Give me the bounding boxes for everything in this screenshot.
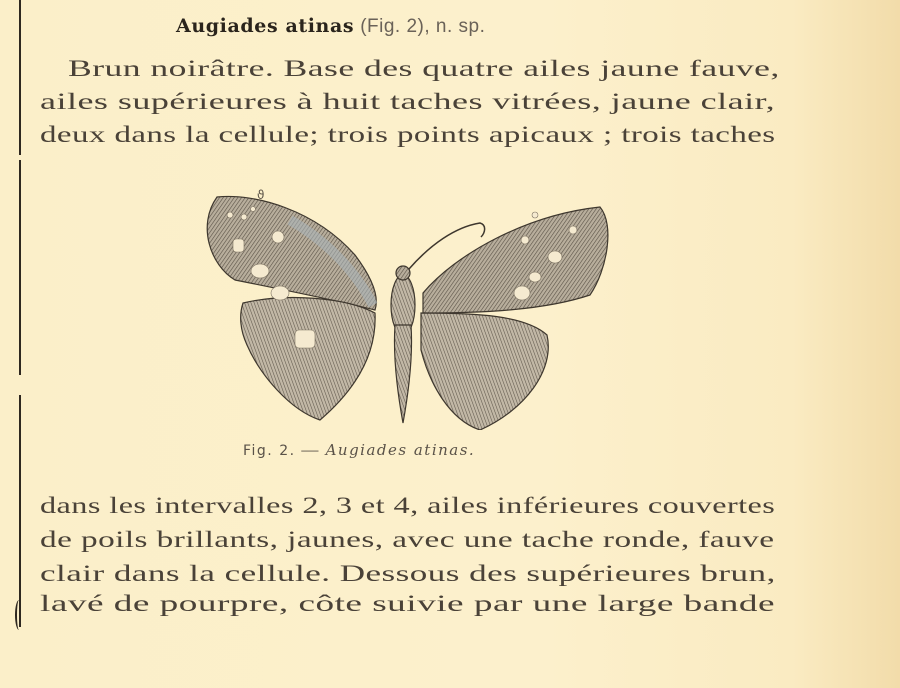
butterfly-icon: [195, 185, 615, 430]
species-name: Augiades atinas: [176, 15, 355, 37]
species-heading: [176, 12, 485, 38]
butterfly-illustration: [195, 185, 615, 430]
margin-rule: [19, 395, 21, 627]
text-line: lavé de pourpre, côte suivie par une large bande: [40, 591, 775, 616]
text-line: clair dans la cellule. Dessous des supérieures brun,: [40, 561, 776, 586]
text-line: de poils brillants, jaunes, avec une tache ronde, fauve: [40, 527, 775, 552]
text-line: Brun noirâtre. Base des quatre ailes jaune fauve,: [68, 56, 780, 81]
species-reference: (Fig. 2), n. sp.: [360, 16, 486, 37]
text-line: deux dans la cellule; trois points apicaux ; trois taches: [40, 122, 776, 147]
figure-caption: [243, 440, 475, 460]
text-line: ailes supérieures à huit taches vitrées, jaune clair,: [40, 89, 776, 114]
svg-text:ϑ: ϑ: [257, 188, 265, 202]
margin-rule: [19, 0, 21, 155]
figure-label: Fig. 2.: [243, 443, 296, 459]
margin-bracket: [15, 600, 23, 630]
text-line: dans les intervalles 2, 3 et 4, ailes inférieures couvertes: [40, 493, 776, 518]
margin-rule: [19, 160, 21, 375]
caption-dash: —: [295, 440, 326, 459]
figure-species-name: Augiades atinas.: [325, 441, 476, 459]
